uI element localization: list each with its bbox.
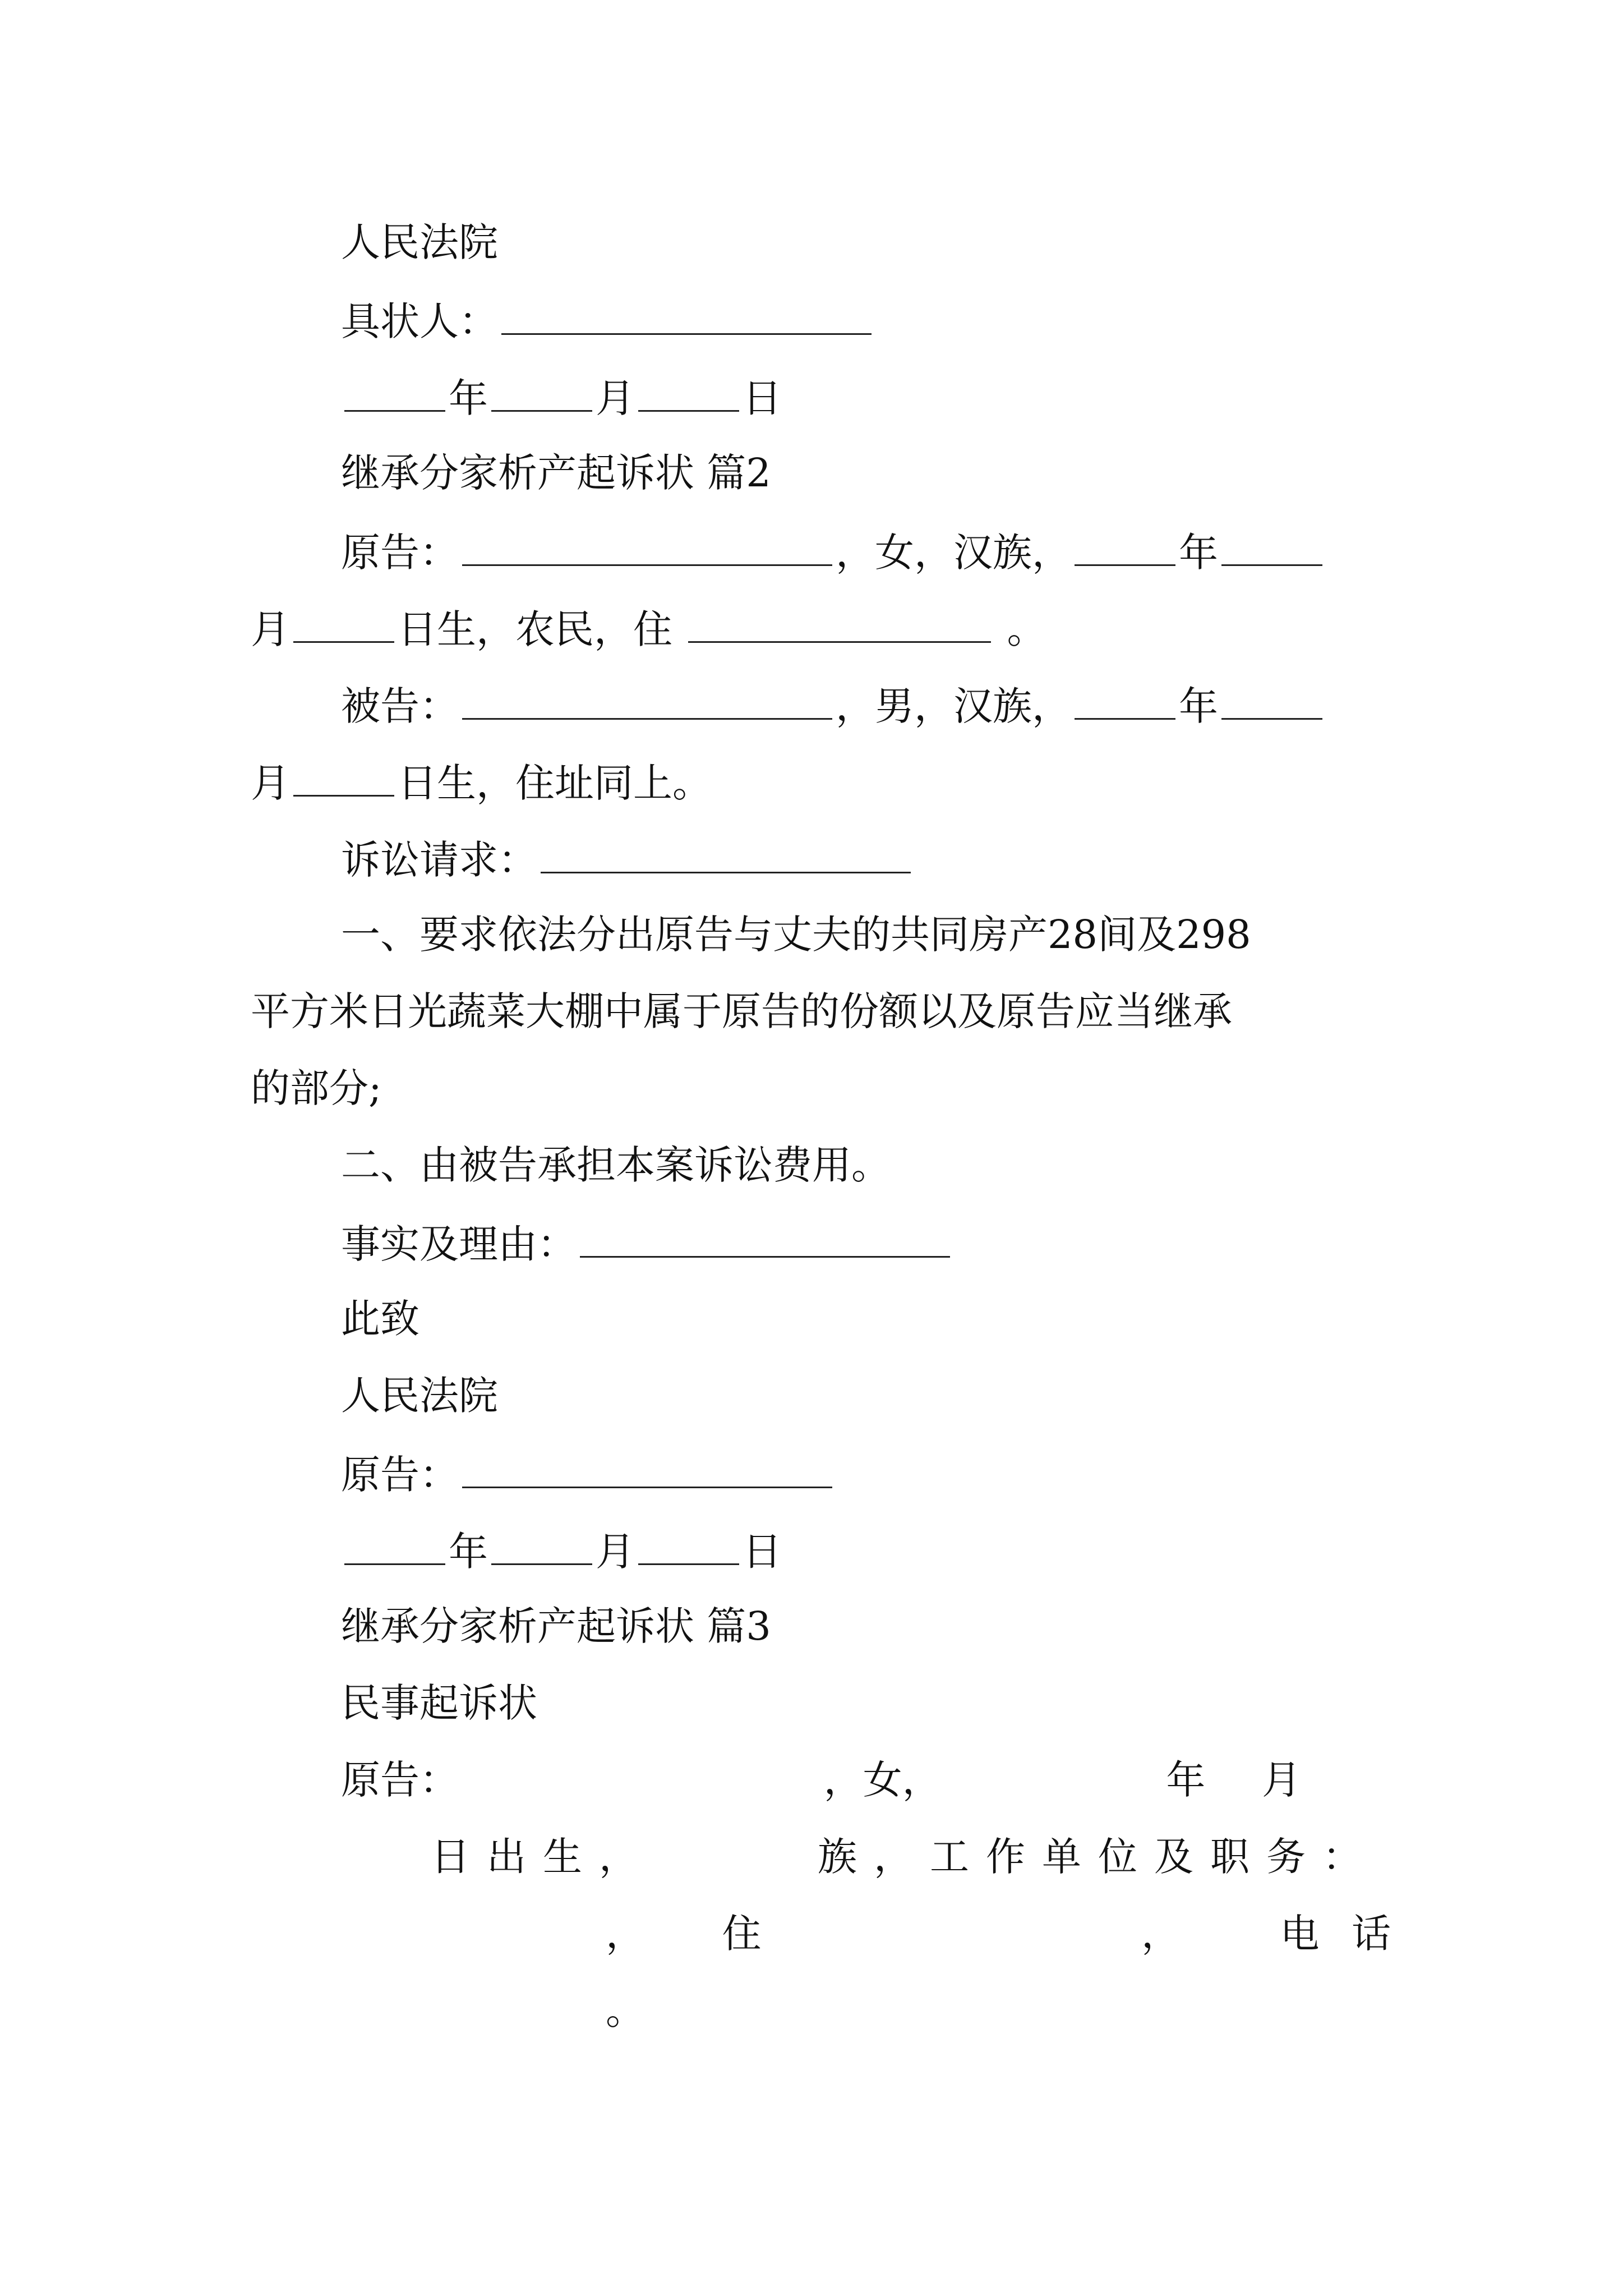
blank-field	[344, 371, 445, 412]
blank-field	[688, 602, 991, 643]
blank-field	[638, 1524, 739, 1565]
s3-row-2: 日出生， 族，工作单位及职务：	[431, 1834, 1378, 1880]
blank-field	[293, 756, 394, 797]
closing: 此致	[341, 1296, 419, 1342]
blank-field	[462, 1447, 832, 1488]
blank-field	[638, 371, 739, 412]
plaintiff-sign-line: 原告：	[341, 1447, 836, 1500]
claims-label: 诉讼请求：	[341, 832, 914, 885]
blank-field	[344, 1524, 445, 1565]
blank-field	[491, 1524, 592, 1565]
blank-field	[491, 371, 592, 412]
claim-1-line-1: 一、要求依法分出原告与丈夫的共同房产28间及298	[341, 912, 1251, 958]
blank-field	[462, 679, 832, 720]
defendant-line-2: 月 日生，住址同上。	[251, 756, 712, 808]
claim-1-line-3: 的部分;	[251, 1065, 382, 1111]
plaintiff-line: 原告： ，女，汉族， 年	[341, 525, 1326, 578]
s3-row-1: 原告： ，女， 年 月	[341, 1757, 1301, 1803]
plaintiff-line-2: 月 日生，农民，住 。	[251, 602, 1046, 655]
section-heading: 继承分家析产起诉状 篇2	[341, 450, 771, 496]
s3-row-4: 。	[606, 1987, 645, 2033]
blank-field	[462, 525, 832, 566]
court-name: 人民法院	[341, 219, 498, 265]
blank-field	[1221, 679, 1322, 720]
blank-field	[293, 602, 394, 643]
court-name-2: 人民法院	[341, 1373, 498, 1419]
blank-field	[541, 832, 911, 873]
blank-field	[1221, 525, 1322, 566]
blank-field	[501, 294, 872, 335]
subtitle: 民事起诉状	[341, 1680, 537, 1726]
signer-line: 具状人：	[341, 294, 875, 347]
facts-label: 事实及理由：	[341, 1217, 953, 1269]
date-line-2: 年 月 日	[341, 1524, 782, 1577]
section-heading-3: 继承分家析产起诉状 篇3	[341, 1603, 771, 1649]
blank-field	[1075, 525, 1175, 566]
claim-2: 二、由被告承担本案诉讼费用。	[341, 1142, 891, 1188]
date-line: 年 月 日	[341, 371, 782, 424]
s3-row-3: ， 住 ， 电 话	[606, 1911, 1391, 1957]
defendant-line: 被告： ，男，汉族， 年	[341, 679, 1326, 731]
blank-field	[1075, 679, 1175, 720]
claim-1-line-2: 平方米日光蔬菜大棚中属于原告的份额以及原告应当继承	[251, 988, 1232, 1034]
blank-field	[580, 1217, 950, 1258]
